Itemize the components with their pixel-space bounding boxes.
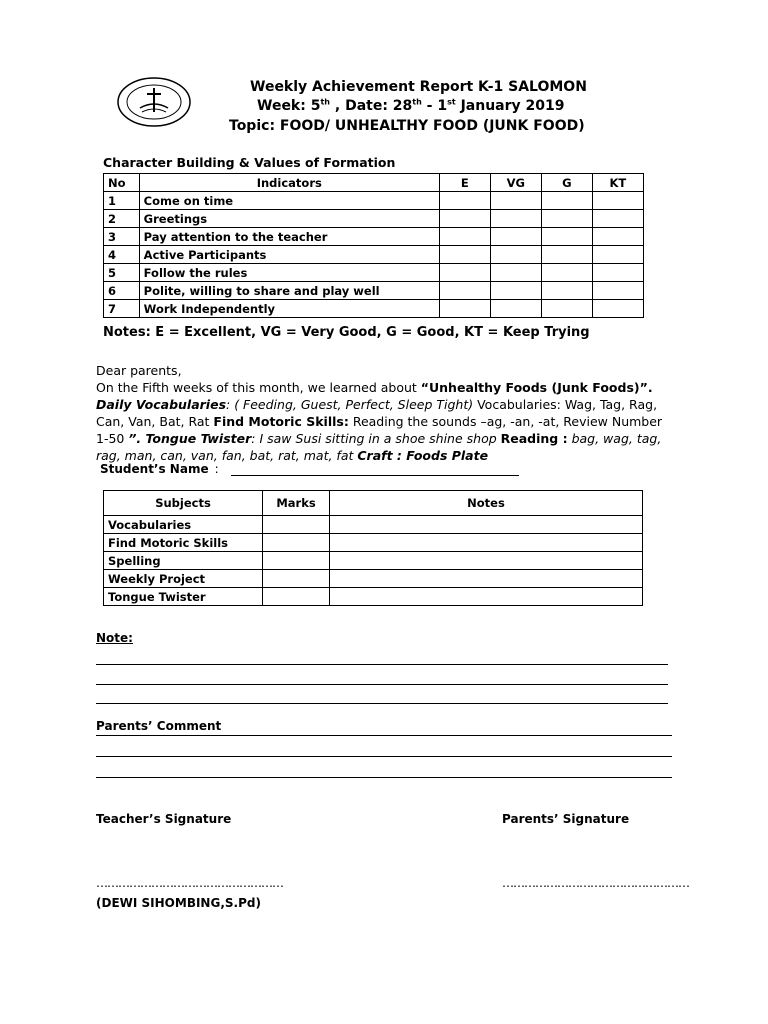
notes-cell[interactable]	[330, 534, 643, 552]
table-row	[104, 192, 644, 210]
report-title: Weekly Achievement Report K-1 SALOMON	[250, 79, 587, 95]
notes-cell[interactable]	[330, 588, 643, 606]
score-cell[interactable]	[490, 246, 541, 264]
score-cell[interactable]	[541, 246, 592, 264]
score-cell[interactable]	[490, 282, 541, 300]
score-cell[interactable]	[439, 300, 490, 318]
indicator-cell: Work Independently	[139, 300, 439, 318]
score-cell[interactable]	[592, 192, 643, 210]
row-number: 7	[104, 300, 140, 318]
marks-cell[interactable]	[263, 534, 330, 552]
notes-cell[interactable]	[330, 516, 643, 534]
teacher-name: (DEWI SIHOMBING,S.Pd)	[96, 896, 261, 910]
letter-greeting: Dear parents,	[96, 363, 182, 378]
table-header-row	[104, 491, 643, 516]
score-cell[interactable]	[541, 228, 592, 246]
notes-cell[interactable]	[330, 570, 643, 588]
letter-label: ”. Tongue Twister	[128, 431, 252, 446]
table-row	[104, 588, 643, 606]
letter-label: Reading :	[500, 431, 568, 446]
score-cell[interactable]	[541, 264, 592, 282]
column-header: VG	[490, 174, 541, 192]
score-cell[interactable]	[592, 282, 643, 300]
table-row	[104, 282, 644, 300]
row-number: 2	[104, 210, 140, 228]
table-row	[104, 552, 643, 570]
score-cell[interactable]	[541, 210, 592, 228]
comment-line[interactable]	[96, 735, 672, 736]
notes-cell[interactable]	[330, 552, 643, 570]
indicator-cell: Polite, willing to share and play well	[139, 282, 439, 300]
table-row	[104, 570, 643, 588]
comment-line[interactable]	[96, 756, 672, 757]
student-name-label: Student’s Name :	[100, 462, 219, 476]
score-cell[interactable]	[490, 210, 541, 228]
score-cell[interactable]	[592, 264, 643, 282]
table-row	[104, 534, 643, 552]
row-number: 1	[104, 192, 140, 210]
marks-cell[interactable]	[263, 588, 330, 606]
score-cell[interactable]	[439, 192, 490, 210]
table-row	[104, 300, 644, 318]
score-cell[interactable]	[439, 210, 490, 228]
table-row	[104, 516, 643, 534]
score-cell[interactable]	[592, 300, 643, 318]
score-cell[interactable]	[439, 246, 490, 264]
student-name-field[interactable]	[231, 475, 519, 476]
letter-text: Vocabularies: Wag, Tag, Rag, Can, Van, Bat, Rat	[96, 397, 658, 429]
letter-label: Daily Vocabularies	[96, 397, 227, 412]
indicator-cell: Active Participants	[139, 246, 439, 264]
column-header: G	[541, 174, 592, 192]
comment-line[interactable]	[96, 777, 672, 778]
report-week-date: Week: 5th , Date: 28th - 1st January 2019	[257, 97, 565, 114]
score-cell[interactable]	[592, 228, 643, 246]
note-line[interactable]	[96, 664, 668, 665]
letter-text: : ( Feeding, Guest, Perfect, Sleep Tight)	[226, 397, 474, 412]
score-cell[interactable]	[490, 228, 541, 246]
row-number: 4	[104, 246, 140, 264]
table-row	[104, 264, 644, 282]
letter-text: Reading the sounds –ag, -an, -at, Review Number 1-50	[96, 414, 663, 446]
table-row	[104, 210, 644, 228]
subjects-table	[103, 490, 643, 606]
column-header: Notes	[330, 491, 643, 516]
column-header: KT	[592, 174, 643, 192]
table-row	[104, 246, 644, 264]
letter-topic: “Unhealthy Foods (Junk Foods)”.	[420, 380, 653, 395]
column-header: Indicators	[139, 174, 439, 192]
indicator-cell: Pay attention to the teacher	[139, 228, 439, 246]
note-line[interactable]	[96, 703, 668, 704]
subject-cell: Spelling	[104, 552, 263, 570]
letter-label: Find Motoric Skills:	[213, 414, 349, 429]
parents-signature-line[interactable]: ……………………………………………	[502, 876, 689, 890]
subject-cell: Find Motoric Skills	[104, 534, 263, 552]
row-number: 3	[104, 228, 140, 246]
indicator-cell: Follow the rules	[139, 264, 439, 282]
marks-cell[interactable]	[263, 570, 330, 588]
note-label: Note:	[96, 631, 133, 645]
column-header: Subjects	[104, 491, 263, 516]
letter-text: : I saw Susi sitting in a shoe shine shop	[251, 431, 501, 446]
score-cell[interactable]	[439, 228, 490, 246]
marks-cell[interactable]	[263, 516, 330, 534]
teacher-signature-line[interactable]: ……………………………………………	[96, 876, 283, 890]
parent-letter	[96, 362, 676, 464]
parents-comment-label: Parents’ Comment	[96, 719, 222, 733]
indicator-cell: Greetings	[139, 210, 439, 228]
score-cell[interactable]	[592, 210, 643, 228]
table-header-row	[104, 174, 644, 192]
score-cell[interactable]	[439, 282, 490, 300]
score-cell[interactable]	[592, 246, 643, 264]
character-section-title: Character Building & Values of Formation	[103, 155, 396, 170]
indicator-cell: Come on time	[139, 192, 439, 210]
score-cell[interactable]	[490, 300, 541, 318]
score-cell[interactable]	[439, 264, 490, 282]
school-seal-icon	[116, 76, 192, 128]
note-line[interactable]	[96, 684, 668, 685]
row-number: 5	[104, 264, 140, 282]
subject-cell: Tongue Twister	[104, 588, 263, 606]
row-number: 6	[104, 282, 140, 300]
parents-signature-label: Parents’ Signature	[502, 812, 630, 826]
score-cell[interactable]	[490, 192, 541, 210]
teacher-signature-label: Teacher’s Signature	[96, 812, 232, 826]
grading-legend: Notes: E = Excellent, VG = Very Good, G = Good, KT = Keep Trying	[103, 325, 590, 340]
letter-text: On the Fifth weeks of this month, we learned about	[96, 380, 421, 395]
score-cell[interactable]	[541, 300, 592, 318]
column-header: No	[104, 174, 140, 192]
marks-cell[interactable]	[263, 552, 330, 570]
subject-cell: Vocabularies	[104, 516, 263, 534]
table-row	[104, 228, 644, 246]
column-header: Marks	[263, 491, 330, 516]
letter-label: Craft : Foods Plate	[357, 448, 489, 463]
report-topic: Topic: FOOD/ UNHEALTHY FOOD (JUNK FOOD)	[229, 118, 585, 134]
score-cell[interactable]	[541, 192, 592, 210]
score-cell[interactable]	[490, 264, 541, 282]
subject-cell: Weekly Project	[104, 570, 263, 588]
column-header: E	[439, 174, 490, 192]
score-cell[interactable]	[541, 282, 592, 300]
character-table	[103, 173, 644, 318]
letter-text: bag, wag, tag, rag, man, can, van, fan, bat, rat, mat, fat	[96, 431, 662, 463]
